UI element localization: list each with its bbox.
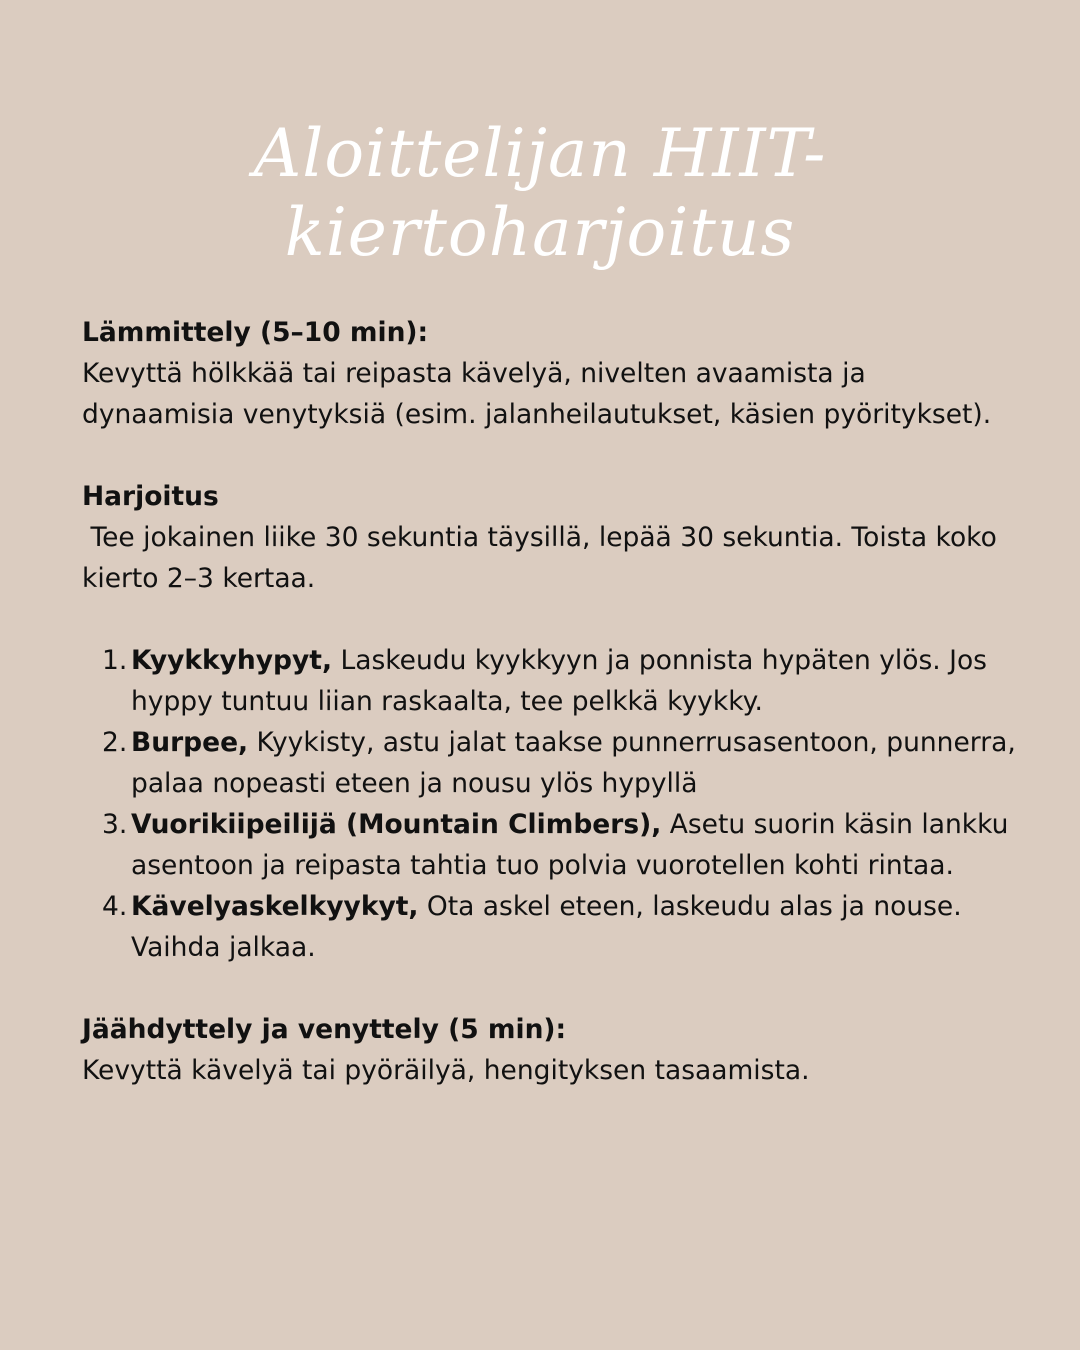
list-item: [82, 722, 1022, 804]
content: [82, 312, 1022, 1091]
warmup-section: [82, 312, 1022, 435]
list-item: [82, 640, 1022, 722]
move-description: Ota askel eteen, laskeudu alas ja nouse. Vaihda jalkaa.: [131, 891, 962, 963]
list-number: 2.: [102, 727, 128, 758]
workout-text: Tee jokainen liike 30 sekuntia täysillä, lepää 30 sekuntia. Toista koko kierto 2–3 kertaa.: [82, 522, 1006, 594]
list-number: 1.: [102, 645, 128, 676]
move-description: Laskeudu kyykkyyn ja ponnista hypäten ylös. Jos hyppy tuntuu liian raskaalta, tee pelkkä kyykky.: [131, 645, 987, 717]
list-number: 4.: [102, 891, 128, 922]
list-number: 3.: [102, 809, 128, 840]
list-item: [82, 804, 1022, 886]
move-name: Vuorikiipeilijä (Mountain Climbers),: [131, 809, 662, 840]
cooldown-text: Kevyttä kävelyä tai pyöräilyä, hengityksen tasaamista.: [82, 1055, 810, 1086]
move-name: Kyykkyhypyt,: [131, 645, 333, 676]
cooldown-heading: Jäähdyttely ja venyttely (5 min):: [82, 1014, 567, 1045]
spacer: [82, 599, 1022, 640]
page-title: Aloittelijan HIIT-kiertoharjoitus: [253, 115, 827, 272]
workout-section: [82, 476, 1022, 599]
warmup-text: Kevyttä hölkkää tai reipasta kävelyä, nivelten avaamista ja dynaamisia venytyksiä (esim. jalanheilautukset, käsien pyöritykset).: [82, 358, 992, 430]
move-name: Kävelyaskelkyykyt,: [131, 891, 419, 922]
move-name: Burpee,: [131, 727, 249, 758]
move-description: Kyykisty, astu jalat taakse punnerrusasentoon, punnerra, palaa nopeasti eteen ja nousu ylös hypyllä: [131, 727, 1016, 799]
spacer: [82, 968, 1022, 1009]
move-list: [82, 640, 1022, 968]
spacer: [82, 435, 1022, 476]
list-item: [82, 886, 1022, 968]
warmup-heading: Lämmittely (5–10 min):: [82, 317, 429, 348]
workout-heading: Harjoitus: [82, 481, 219, 512]
move-description: Asetu suorin käsin lankku asentoon ja reipasta tahtia tuo polvia vuorotellen kohti rintaa.: [131, 809, 1009, 881]
cooldown-section: [82, 1009, 1022, 1091]
